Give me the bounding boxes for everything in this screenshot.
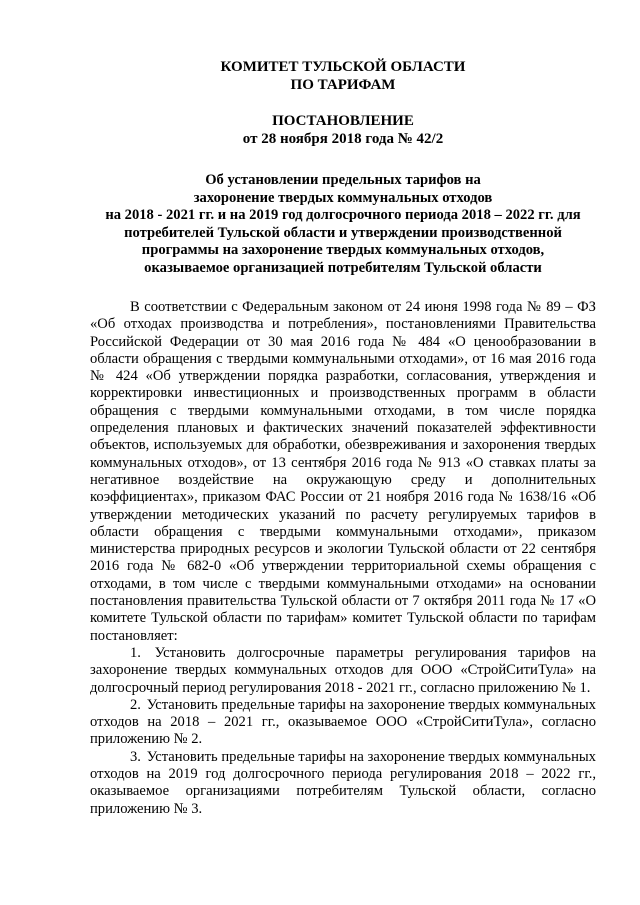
item-text: Установить предельные тарифы на захоронение твердых коммунальных отходов на 2019 год долгосрочного периода регулирования 2018 – 2022 гг., оказываемое организациями потребителям Тульской области, согласно приложению № 3. [90, 748, 596, 817]
document-header [90, 58, 596, 148]
title-line: оказываемое организацией потребителям Тульской области [144, 259, 542, 276]
title-line: Об установлении предельных тарифов на [205, 172, 481, 188]
title-line: захоронение твердых коммунальных отходов [193, 189, 493, 206]
document-title [90, 172, 596, 277]
item-text: Установить долгосрочные параметры регулирования тарифов на захоронение твердых коммунальных отходов для ООО «СтройСитиТула» на долгосрочный период регулирования 2018 - 2021 гг., согласно приложению № 1. [90, 644, 596, 696]
title-line: потребителей Тульской области и утверждении производственной [124, 224, 562, 241]
preamble-paragraph: В соответствии с Федеральным законом от 24 июня 1998 года № 89 – ФЗ «Об отходах производства и потребления», постановлениями Правительства Российской Федерации от 30 мая 2016 года № 484 «О ценообразовании в области обращения с твердыми коммунальными отходами», от 16 мая 2016 года № 424 «Об утверждении порядка разработки, согласования, утверждения и корректировки инвестиционных и производственных программ в области обращения с твердыми коммунальными отходами, в том числе порядка определения плановых и фактических значений показателей эффективности объектов, используемых для обработки, обезвреживания и захоронения твердых коммунальных отходов», от 13 сентября 2016 года № 913 «О ставках платы за негативное воздействие на окружающую среду и дополнительных коэффициентах», приказом ФАС России от 21 ноября 2016 года № 1638/16 «Об утверждении методических указаний по расчету регулируемых тарифов в области обращения с твердыми коммунальными отходами», приказом министерства природных ресурсов и экологии Тульской области от 22 сентября 2016 года № 682-0 «Об утверждении территориальной схемы обращения с отходами, в том числе с твердыми коммунальными отходами» на основании постановления правительства Тульской области от 7 октября 2011 года № 17 «О комитете Тульской области по тарифам» комитет Тульской области по тарифам постановляет: [90, 299, 596, 644]
organization-name-line1: КОМИТЕТ ТУЛЬСКОЙ ОБЛАСТИ [220, 59, 466, 75]
item-number: 3. [130, 748, 141, 765]
document-date-number: от 28 ноября 2018 года № 42/2 [242, 131, 444, 147]
resolution-item-2 [90, 697, 596, 749]
title-line: программы на захоронение твердых коммунальных отходов, [141, 242, 545, 258]
document-type: ПОСТАНОВЛЕНИЕ [272, 113, 414, 129]
document-body [90, 299, 596, 818]
title-line: на 2018 - 2021 гг. и на 2019 год долгосрочного периода 2018 – 2022 гг. для [105, 207, 581, 223]
organization-name-line2: ПО ТАРИФАМ [290, 77, 396, 93]
item-text: Установить предельные тарифы на захоронение твердых коммунальных отходов на 2018 – 2021 гг., оказываемое ООО «СтройСитиТула», согласно приложению № 2. [90, 696, 596, 748]
resolution-item-3 [90, 749, 596, 818]
item-number: 1. [130, 644, 141, 661]
resolution-item-1 [90, 645, 596, 697]
item-number: 2. [130, 696, 141, 713]
